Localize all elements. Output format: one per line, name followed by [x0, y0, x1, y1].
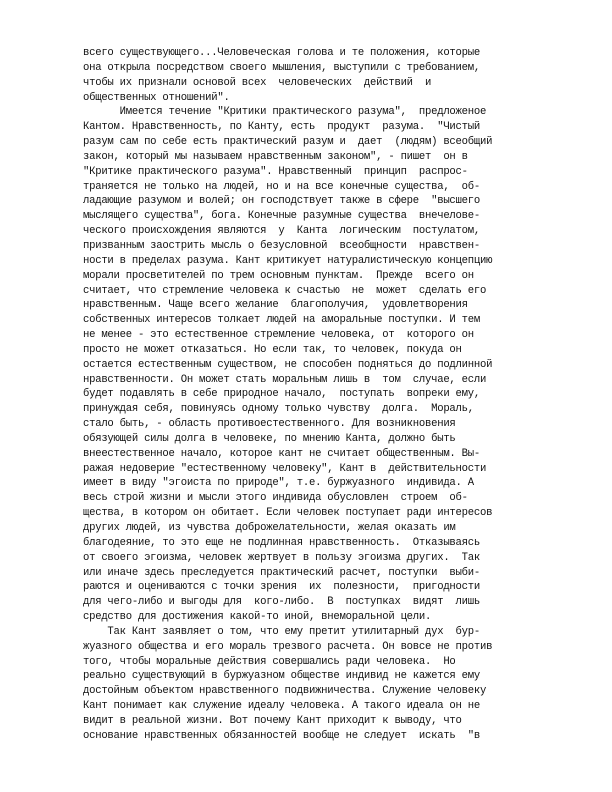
text-line: Кант понимает как служение идеалу человека. А такого идеала он не	[83, 700, 480, 713]
text-line: траняется не только на людей, но и на все конечные существа, об-	[83, 180, 480, 193]
text-line: других людей, из чувства доброжелательности, желая оказать им	[83, 522, 456, 534]
text-line: благодеяние, то это еще не подлинная нравственность. Отказываясь	[83, 536, 480, 549]
text-line: весь строй жизни и мысли этого индивида обусловлен строем об-	[83, 492, 468, 505]
text-line: или иначе здесь преследуется практический расчет, поступки выби-	[83, 566, 480, 579]
text-line: того, чтобы моральные действия совершались ради человека. Но	[83, 655, 456, 668]
text-line: просто не может отказаться. Но если так, то человек, покуда он	[83, 343, 462, 356]
text-line: стало быть, - область противоестественного. Для возникновения	[83, 418, 456, 431]
text-line: раются и оцениваются с точки зрения их полезности, пригодности	[83, 581, 480, 594]
text-line: будет подавлять в себе природное начало, поступать вопреки ему,	[83, 388, 480, 401]
text-line: "Критике практического разума". Нравственный принцип распрос-	[83, 165, 468, 178]
text-line: для чего-либо и выгоды для кого-либо. В поступках видят лишь	[83, 596, 480, 609]
text-line: она открыла посредством своего мышления, выступили с требованием,	[83, 61, 480, 74]
text-line: мыслящего существа", бога. Конечные разумные существа внечелове-	[83, 210, 480, 223]
text-line: обязующей силы долга в человеке, по мнению Канта, должно быть	[83, 432, 456, 445]
text-line: не менее - это естественное стремление человека, от которого он	[83, 329, 474, 342]
text-line: собственных интересов толкает людей на аморальные поступки. И тем	[83, 314, 480, 327]
text-line: считает, что стремление человека к счастью не может сделать его	[83, 284, 487, 297]
text-line: ражая недоверие "естественному человеку", Кант в действительности	[83, 462, 487, 475]
text-line: нравственным. Чаще всего желание благополучия, удовлетворения	[83, 299, 468, 312]
text-line: реально существующий в буржуазном обществе индивид не кажется ему	[83, 670, 480, 683]
text-line: жуазного общества и его мораль трезвого расчета. Он вовсе не против	[83, 640, 493, 653]
text-line: видит в реальной жизни. Вот почему Кант приходит к выводу, что	[83, 714, 462, 727]
text-line: щества, в котором он обитает. Если человек поступает ради интересов	[83, 507, 493, 520]
text-line: призванным заострить мысль о безусловной всеобщности нравствен-	[83, 239, 480, 252]
text-line: чтобы их признали основой всех человеческих действий и	[83, 76, 432, 89]
text-line: средство для достижения какой-то иной, внеморальной цели.	[83, 611, 432, 624]
text-line: основание нравственных обязанностей вообще не следует искать "в	[83, 729, 480, 742]
text-line: ческого происхождения являются у Канта логическим постулатом,	[83, 225, 480, 238]
text-line: Имеется течение "Критики практического разума", предложеное	[83, 106, 487, 119]
text-line: общественных отношений".	[83, 91, 230, 104]
text-line: морали просветителей по трем основным пунктам. Прежде всего он	[83, 269, 474, 282]
text-line: ладающие разумом и волей; он господствует также в сфере "высшего	[83, 195, 480, 208]
text-line: внеестественное начало, которое кант не считает общественным. Вы-	[83, 447, 480, 460]
body-text	[83, 46, 583, 744]
text-line: достойным объектом нравственного подвижничества. Служение человеку	[83, 685, 487, 698]
text-line: нравственности. Он может стать моральным лишь в том случае, если	[83, 373, 487, 386]
text-line: закон, который мы называем нравственным законом", - пишет он в	[83, 150, 468, 163]
text-line: Кантом. Нравственность, по Канту, есть продукт разума. "Чистый	[83, 121, 480, 134]
text-line: остается естественным существом, не способен подняться до подлинной	[83, 358, 493, 371]
text-line: ности в пределах разума. Кант критикует натуралистическую концепцию	[83, 254, 493, 267]
text-line: принуждая себя, повинуясь одному только чувству долга. Мораль,	[83, 403, 474, 416]
text-line: имеет в виду "эгоиста по природе", т.е. буржуазного индивида. А	[83, 477, 474, 490]
text-line: разум сам по себе есть практический разум и дает (людям) всеобщий	[83, 136, 493, 149]
text-line: от своего эгоизма, человек жертвует в пользу эгоизма других. Так	[83, 551, 480, 564]
text-line: Так Кант заявляет о том, что ему претит утилитарный дух бур-	[83, 625, 480, 638]
text-line: всего существующего...Человеческая голова и те положения, которые	[83, 47, 480, 59]
